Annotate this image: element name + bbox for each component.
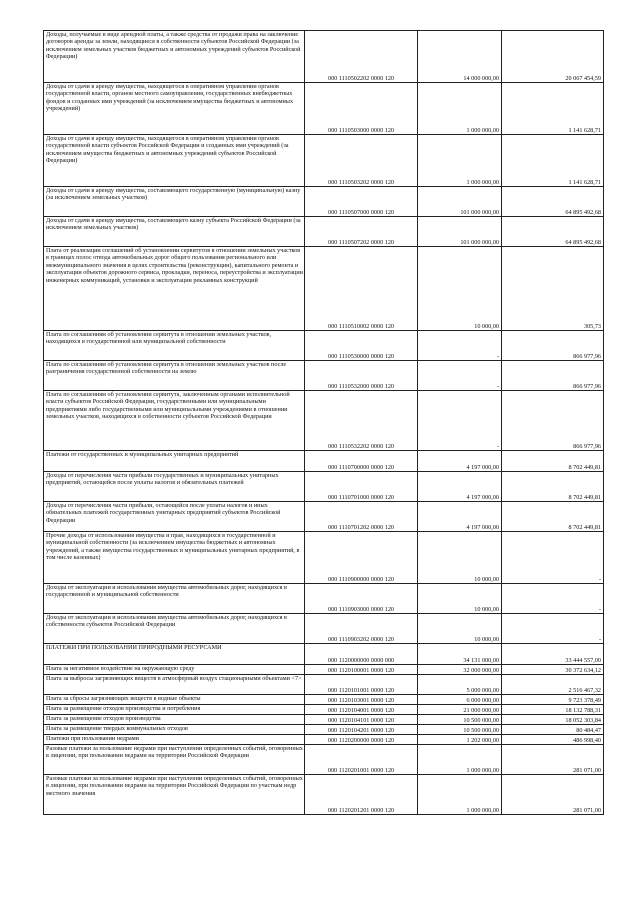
row-code-cell: 000 1110502202 0000 120 [305,31,418,83]
row-fact-cell: 9 723 378,49 [502,695,604,705]
row-plan-cell: 32 000 000,00 [418,665,502,675]
row-name-cell: Доходы от эксплуатации и использования имущества автомобильных дорог, находящихся в государственной и муниципальной собственности [44,584,305,614]
table-row [44,217,604,247]
row-plan-cell: 10 500 000,00 [418,715,502,725]
row-fact-cell: 866 977,96 [502,361,604,391]
table-row [44,715,604,725]
row-name-cell: Доходы от сдачи в аренду имущества, составляющего казну субъекта Российской Федерации (за исключением земельных участков) [44,217,305,247]
row-name-cell: Доходы от перечисления части прибыли, остающейся после уплаты налогов и иных обязательных платежей государственных унитарных предприятий субъектов Российской Федерации [44,502,305,532]
row-name-cell: Платежи при пользовании недрами [44,735,305,745]
row-plan-cell: 1 000 000,00 [418,135,502,187]
row-code-cell: 000 1110701000 0000 120 [305,472,418,502]
row-plan-cell: 10 500 000,00 [418,725,502,735]
row-plan-cell: - [418,331,502,361]
table-row [44,644,604,665]
row-name-cell: Плата за негативное воздействие на окружающую среду [44,665,305,675]
table-row [44,391,604,451]
row-code-cell: 000 1110900000 0000 120 [305,532,418,584]
row-plan-cell: 10 000,00 [418,614,502,644]
row-code-cell: 000 1110510002 0000 120 [305,247,418,331]
table-row [44,331,604,361]
row-code-cell: 000 1110503000 0000 120 [305,83,418,135]
row-plan-cell: 1 000 000,00 [418,745,502,775]
row-fact-cell: 18 132 788,31 [502,705,604,715]
row-plan-cell: 34 131 000,00 [418,644,502,665]
row-fact-cell: 2 516 467,32 [502,675,604,695]
row-code-cell: 000 1120200000 0000 120 [305,735,418,745]
row-name-cell: Плата по соглашениям об установлении сервитута в отношении земельных участков, находящихся в государственной или муниципальной собственности [44,331,305,361]
row-code-cell: 000 1120101001 0000 120 [305,675,418,695]
row-fact-cell: - [502,532,604,584]
table-row [44,695,604,705]
row-plan-cell: - [418,391,502,451]
table-row [44,83,604,135]
row-name-cell: Плата от реализации соглашений об установлении сервитутов в отношении земельных участков в границах полос отвода автомобильных дорог общего пользования регионального или межмуниципального значения в целях строительства (реконструкции), капитального ремонта и эксплуатации объектов дорожного сервиса, прокладки, переноса, переустройства и эксплуатации инженерных коммуникаций, установки и эксплуатации рекламных конструкций [44,247,305,331]
row-name-cell: Плата за размещение отходов производства и потребления [44,705,305,715]
table-row [44,725,604,735]
row-fact-cell: 486 998,40 [502,735,604,745]
row-fact-cell: 80 484,47 [502,725,604,735]
row-fact-cell: 64 895 492,68 [502,187,604,217]
row-code-cell: 000 1120104201 0000 120 [305,725,418,735]
row-code-cell: 000 1110701202 0000 120 [305,502,418,532]
row-fact-cell: 1 141 628,71 [502,135,604,187]
row-fact-cell: 8 702 449,81 [502,451,604,472]
row-plan-cell: 10 000,00 [418,584,502,614]
row-plan-cell: 5 000 000,00 [418,675,502,695]
row-plan-cell: 4 197 000,00 [418,472,502,502]
row-name-cell: ПЛАТЕЖИ ПРИ ПОЛЬЗОВАНИИ ПРИРОДНЫМИ РЕСУРСАМИ [44,644,305,665]
row-fact-cell: 1 141 628,71 [502,83,604,135]
row-plan-cell: 21 000 000,00 [418,705,502,715]
row-name-cell: Доходы от сдачи в аренду имущества, составляющего государственную (муниципальную) казну (за исключением земельных участков) [44,187,305,217]
row-fact-cell: 866 977,96 [502,391,604,451]
row-code-cell: 000 1120103001 0000 120 [305,695,418,705]
row-plan-cell: 1 000 000,00 [418,83,502,135]
row-name-cell: Прочие доходы от использования имущества и прав, находящихся в государственной и муниципальной собственности (за исключением имущества бюджетных и автономных учреждений, а также имущества государственных и муниципальных унитарных предприятий, в том числе казенных) [44,532,305,584]
row-plan-cell: 4 197 000,00 [418,502,502,532]
row-name-cell: Доходы от сдачи в аренду имущества, находящегося в оперативном управлении органов государственной власти субъектов Российской Федерации и созданных ими учреждений (за исключением имущества бюджетных и автономных учреждений субъектов Российской Федерации) [44,135,305,187]
table-row [44,745,604,775]
row-name-cell: Разовые платежи за пользование недрами при наступлении определенных событий, оговоренных в лицензии, при пользовании недрами на территории Российской Федерации [44,745,305,775]
table-row [44,675,604,695]
row-fact-cell: 281 071,00 [502,745,604,775]
row-name-cell: Плата по соглашениям об установлении сервитута, заключенным органами исполнительной власти субъектов Российской Федерации, государственными или муниципальными предприятиями либо государственными или муниципальными учреждениями в отношении земельных участков, находящихся в собственности субъектов Российской Федерации [44,391,305,451]
table-row [44,361,604,391]
row-name-cell: Доходы, получаемые в виде арендной платы, а также средства от продажи права на заключение договоров аренды за земли, находящиеся в собственности субъектов Российской Федерации (за исключением земельных участков бюджетных и автономных учреждений субъектов Российской Федерации) [44,31,305,83]
revenue-table [43,30,604,815]
row-fact-cell: 20 067 454,59 [502,31,604,83]
row-code-cell: 000 1110532202 0000 120 [305,391,418,451]
row-plan-cell: 6 000 000,00 [418,695,502,705]
table-row [44,247,604,331]
row-code-cell: 000 1120201201 0000 120 [305,775,418,815]
row-code-cell: 000 1110503202 0000 120 [305,135,418,187]
row-code-cell: 000 1120104001 0000 120 [305,705,418,715]
row-plan-cell: 4 197 000,00 [418,451,502,472]
row-code-cell: 000 1110903202 0000 120 [305,614,418,644]
row-plan-cell: 1 202 000,00 [418,735,502,745]
row-plan-cell: - [418,361,502,391]
table-row [44,532,604,584]
table-row [44,735,604,745]
row-name-cell: Разовые платежи за пользование недрами при наступлении определенных событий, оговоренных в лицензии, при пользовании недрами на территории Российской Федерации по участкам недр местного значения [44,775,305,815]
row-name-cell: Плата за сбросы загрязняющих веществ в водные объекты [44,695,305,705]
table-row [44,31,604,83]
row-code-cell: 000 1110530000 0000 120 [305,331,418,361]
row-code-cell: 000 1110903000 0000 120 [305,584,418,614]
row-code-cell: 000 1110700000 0000 120 [305,451,418,472]
row-name-cell: Плата за размещение отходов производства [44,715,305,725]
row-name-cell: Плата по соглашениям об установлении сервитута в отношении земельных участков после разграничения государственной собственности на землю [44,361,305,391]
report-table-container [43,30,601,815]
row-fact-cell: - [502,614,604,644]
row-fact-cell: - [502,584,604,614]
table-row [44,472,604,502]
row-fact-cell: 866 977,96 [502,331,604,361]
row-fact-cell: 281 071,00 [502,775,604,815]
row-plan-cell: 10 000,00 [418,532,502,584]
row-name-cell: Доходы от сдачи в аренду имущества, находящегося в оперативном управлении органов государственной власти, органов местного самоуправления, государственных внебюджетных фондов и созданных ими учреждений (за исключением имущества бюджетных и автономных учреждений) [44,83,305,135]
row-name-cell: Плата за размещение твердых коммунальных отходов [44,725,305,735]
row-fact-cell: 8 702 449,81 [502,502,604,532]
row-plan-cell: 1 000 000,00 [418,775,502,815]
row-name-cell: Доходы от эксплуатации и использования имущества автомобильных дорог, находящихся в собственности субъектов Российской Федерации [44,614,305,644]
table-row [44,584,604,614]
table-row [44,135,604,187]
table-row [44,614,604,644]
row-fact-cell: 305,73 [502,247,604,331]
row-code-cell: 000 1120000000 0000 000 [305,644,418,665]
table-row [44,665,604,675]
revenue-table-body [44,31,604,815]
row-code-cell: 000 1110507202 0000 120 [305,217,418,247]
row-code-cell: 000 1120100001 0000 120 [305,665,418,675]
row-code-cell: 000 1120104101 0000 120 [305,715,418,725]
row-code-cell: 000 1110507000 0000 120 [305,187,418,217]
row-plan-cell: 101 000 000,00 [418,217,502,247]
row-fact-cell: 8 702 449,81 [502,472,604,502]
row-name-cell: Доходы от перечисления части прибыли государственных и муниципальных унитарных предприятий, остающейся после уплаты налогов и обязательных платежей [44,472,305,502]
row-fact-cell: 33 444 557,00 [502,644,604,665]
row-name-cell: Плата за выбросы загрязняющих веществ в атмосферный воздух стационарными объектами <7> [44,675,305,695]
table-row [44,775,604,815]
table-row [44,502,604,532]
table-row [44,451,604,472]
row-fact-cell: 30 372 634,12 [502,665,604,675]
row-plan-cell: 10 000,00 [418,247,502,331]
row-name-cell: Платежи от государственных и муниципальных унитарных предприятий [44,451,305,472]
row-fact-cell: 18 052 303,84 [502,715,604,725]
row-code-cell: 000 1110532000 0000 120 [305,361,418,391]
table-row [44,705,604,715]
row-plan-cell: 101 000 000,00 [418,187,502,217]
row-plan-cell: 14 000 000,00 [418,31,502,83]
row-fact-cell: 64 895 492,68 [502,217,604,247]
row-code-cell: 000 1120201001 0000 120 [305,745,418,775]
table-row [44,187,604,217]
